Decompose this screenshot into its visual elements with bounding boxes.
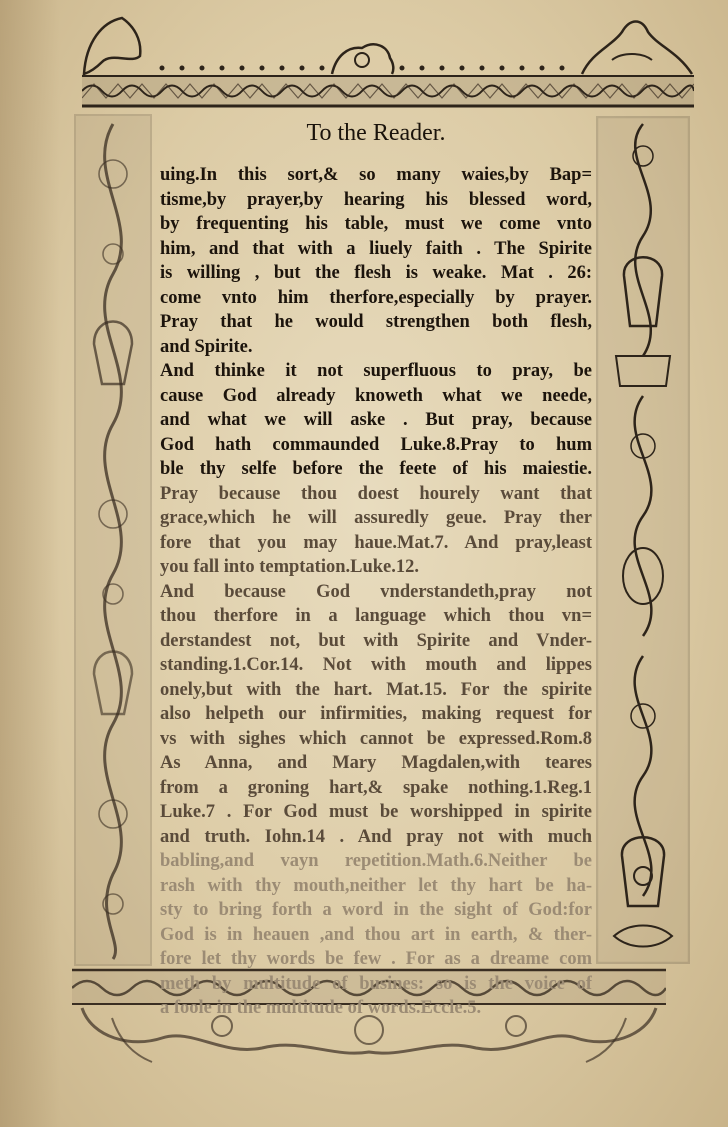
text-line: and what we will aske . But pray, because xyxy=(160,410,592,430)
right-ornamental-border xyxy=(596,116,690,964)
text-line: And thinke it not superfluous to pray, be xyxy=(160,361,592,381)
text-line: Pray because thou doest hourely want that xyxy=(160,483,592,504)
text-line: you fall into temptation.Luke.12. xyxy=(160,557,420,577)
text-line: grace,which he will assuredly geue. Pray ther xyxy=(160,508,592,528)
text-line: Pray that he would strengthen both flesh, xyxy=(160,312,592,332)
text-line: fore that you may haue.Mat.7. And pray,least xyxy=(160,532,592,553)
text-line: is willing , but the flesh is weake. Mat . 26: xyxy=(160,263,592,283)
text-line: by frequenting his table, must we come vnto xyxy=(160,214,592,234)
text-line: God hath commaunded Luke.8.Pray to hum xyxy=(160,434,592,455)
text-line: ble thy selfe before the feete of his maiestie. xyxy=(160,459,592,479)
text-line: Luke.7 . For God must be worshipped in spirite xyxy=(160,802,592,822)
text-line: meth by multitude of busines: so is the voice of xyxy=(160,973,592,994)
text-lines xyxy=(160,163,592,1021)
text-line: derstandest not, but with Spirite and Vnder- xyxy=(160,630,592,651)
text-line: sty to bring forth a word in the sight of God:for xyxy=(160,900,592,920)
text-block xyxy=(158,112,594,1018)
text-line: and truth. Iohn.14 . And pray not with much xyxy=(160,826,592,847)
text-line: rash with thy mouth,neither let thy hart be ha- xyxy=(160,875,592,896)
text-line: tisme,by prayer,by hearing his blessed word, xyxy=(160,189,592,210)
text-line: come vnto him therfore,especially by prayer. xyxy=(160,287,592,308)
text-line: thou therfore in a language which thou vn= xyxy=(160,606,592,626)
text-line: And because God vnderstandeth,pray not xyxy=(160,581,592,602)
text-line: also helpeth our infirmities, making request for xyxy=(160,704,592,724)
text-line: uing.In this sort,& so many waies,by Bap= xyxy=(160,165,592,185)
text-line: cause God already knoweth what we neede, xyxy=(160,385,592,406)
top-ornamental-border xyxy=(82,12,694,112)
text-line: As Anna, and Mary Magdalen,with teares xyxy=(160,753,592,773)
text-line: from a groning hart,& spake nothing.1.Reg.1 xyxy=(160,777,592,798)
text-line: onely,but with the hart. Mat.15. For the spirite xyxy=(160,679,592,700)
page-heading: To the Reader. xyxy=(306,120,446,146)
text-line: a foole in the multitude of words.Eccle.5. xyxy=(160,998,482,1018)
page-edge-shadow xyxy=(0,0,60,1127)
text-line: vs with sighes which cannot be expressed.Rom.8 xyxy=(160,728,592,749)
text-line: God is in heauen ,and thou art in earth, & ther- xyxy=(160,924,592,945)
text-line: babling,and vayn repetition.Math.6.Neither be xyxy=(160,851,592,871)
text-line: and Spirite. xyxy=(160,336,253,357)
text-line: him, and that with a liuely faith . The Spirite xyxy=(160,238,592,259)
left-ornamental-border xyxy=(74,114,152,966)
text-line: fore let thy words be few . For as a dreame com xyxy=(160,949,592,969)
text-line: standing.1.Cor.14. Not with mouth and lippes xyxy=(160,655,592,675)
